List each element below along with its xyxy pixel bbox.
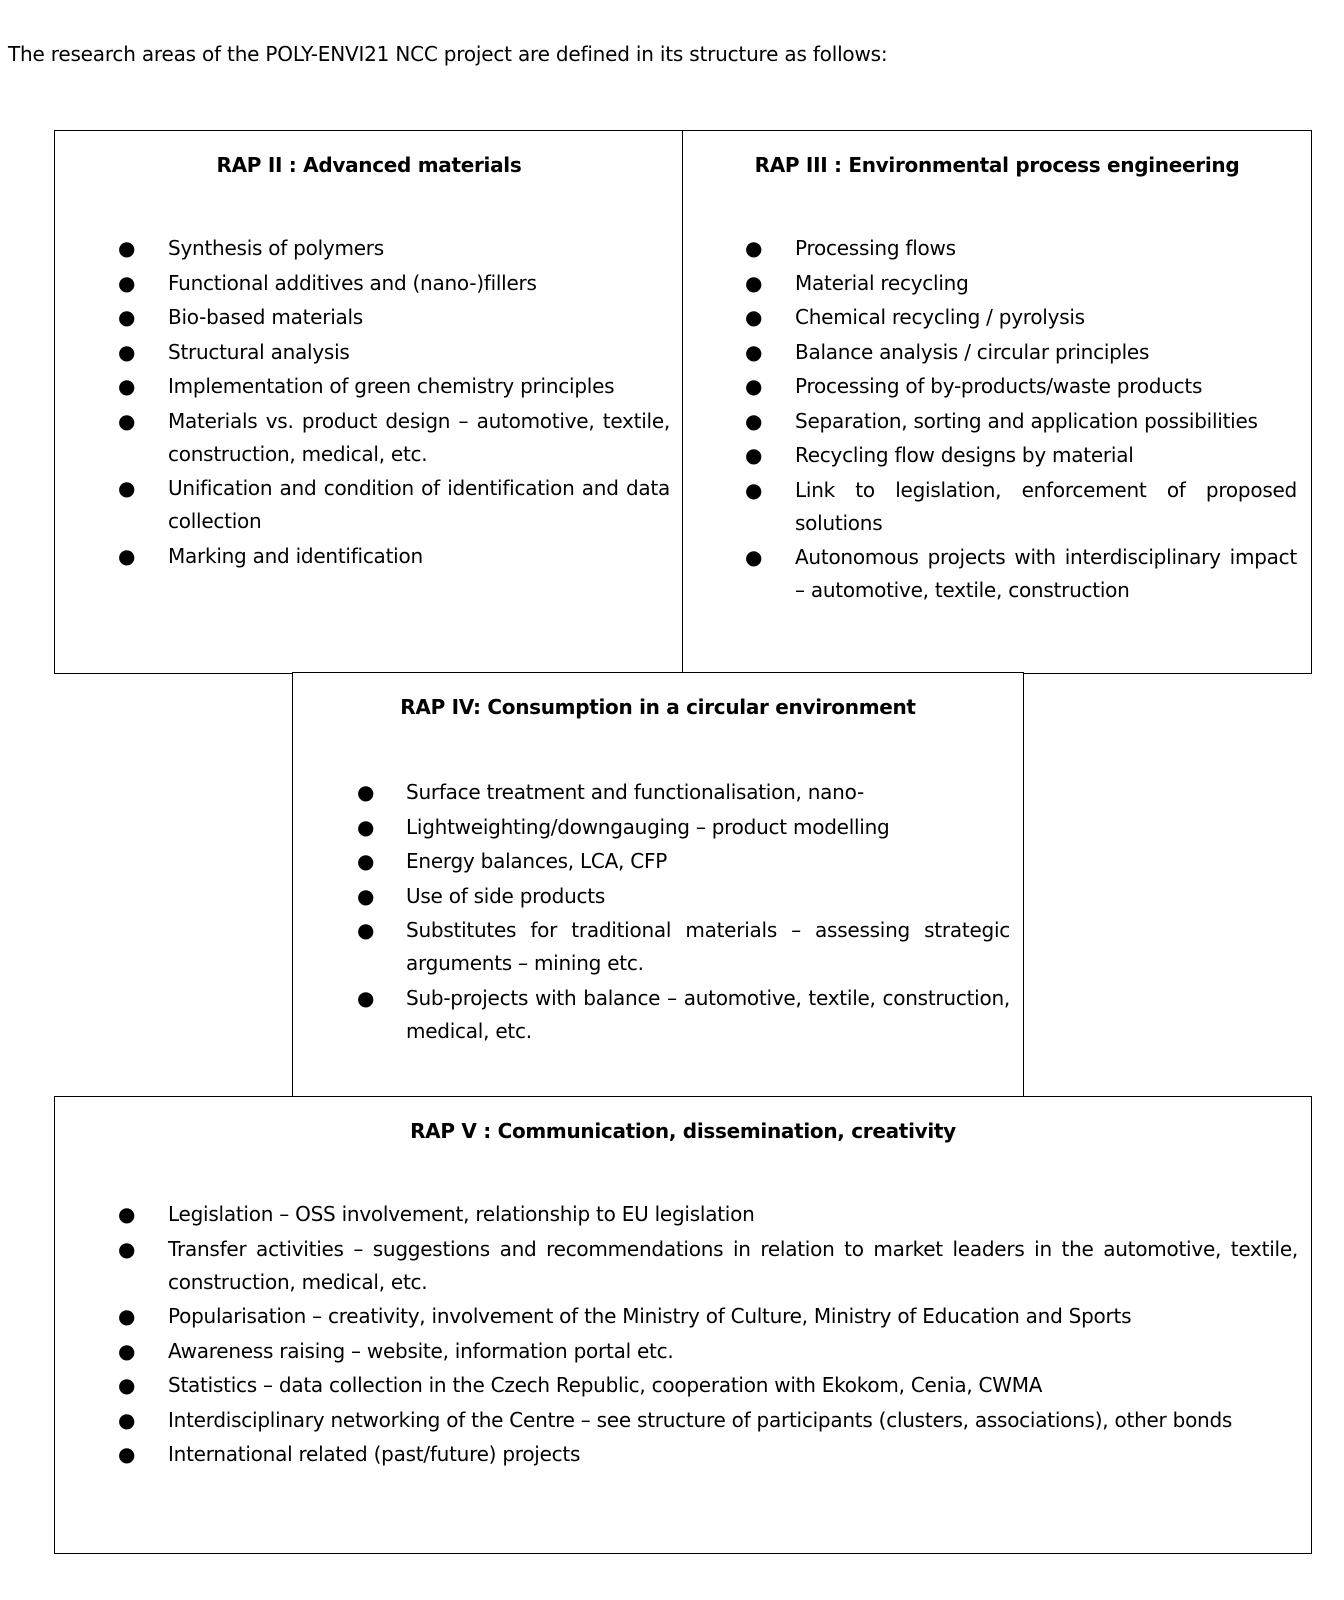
bullet-icon: ●: [745, 408, 763, 433]
bullet-icon: ●: [118, 305, 136, 329]
bullet-icon: ●: [118, 1304, 136, 1328]
list-item: [745, 267, 1297, 300]
bullet-icon: ●: [745, 477, 763, 502]
list-item-text: Transfer activities – suggestions and recommendations in relation to market leaders in the automotive, textile, construction, medical, etc.: [168, 1236, 1298, 1294]
list-item: [118, 1404, 1298, 1437]
list-item-text: Legislation – OSS involvement, relationship to EU legislation: [168, 1202, 755, 1226]
list-item-text: Processing of by-products/waste products: [795, 374, 1203, 398]
list-item: [118, 1369, 1298, 1402]
list-item-text: Separation, sorting and application possibilities: [795, 408, 1258, 433]
rap5-title: RAP V : Communication, dissemination, creativity: [410, 1119, 956, 1143]
list-item-text: Processing flows: [795, 236, 956, 260]
list-item: [118, 405, 670, 471]
rap3-title: RAP III : Environmental process engineering: [754, 153, 1240, 177]
list-item: [118, 1438, 1298, 1471]
list-item: [357, 914, 1010, 980]
rap4-box: [292, 672, 1024, 1098]
list-item-text: Energy balances, LCA, CFP: [406, 849, 668, 873]
intro-text: The research areas of the POLY-ENVI21 NCC project are defined in its structure as follows:: [8, 42, 888, 66]
bullet-icon: ●: [745, 374, 763, 398]
list-item: [118, 267, 670, 300]
list-item-text: Balance analysis / circular principles: [795, 339, 1150, 364]
list-item: [357, 811, 1010, 844]
list-item: [357, 845, 1010, 878]
list-item: [745, 474, 1297, 540]
bullet-icon: ●: [118, 408, 136, 433]
bullet-icon: ●: [118, 1236, 136, 1261]
bullet-icon: ●: [357, 780, 375, 804]
list-item: [118, 540, 670, 573]
list-item: [118, 370, 670, 403]
bullet-icon: ●: [745, 305, 763, 329]
list-item: [745, 405, 1297, 438]
bullet-icon: ●: [745, 270, 763, 295]
list-item: [118, 336, 670, 369]
list-item: [745, 336, 1297, 369]
list-item: [118, 1198, 1298, 1231]
list-item-text: Popularisation – creativity, involvement of the Ministry of Culture, Ministry of Education and Sports: [168, 1304, 1132, 1328]
list-item: [118, 472, 670, 538]
list-item-text: Materials vs. product design – automotive, textile, construction, medical, etc.: [168, 408, 670, 466]
list-item-text: Link to legislation, enforcement of proposed solutions: [795, 477, 1297, 535]
list-item: [745, 232, 1297, 265]
list-item: [118, 301, 670, 334]
list-item-text: Surface treatment and functionalisation, nano-: [406, 780, 864, 804]
list-item: [357, 776, 1010, 809]
list-item: [118, 1300, 1298, 1333]
bullet-icon: ●: [118, 270, 136, 295]
bullet-icon: ●: [357, 883, 375, 908]
bullet-icon: ●: [745, 339, 763, 364]
list-item-text: Substitutes for traditional materials – assessing strategic arguments – mining etc.: [406, 918, 1010, 975]
bullet-icon: ●: [357, 849, 375, 873]
list-item-text: Structural analysis: [168, 339, 350, 364]
list-item-text: Awareness raising – website, information portal etc.: [168, 1338, 674, 1363]
list-item-text: Material recycling: [795, 270, 969, 295]
list-item: [118, 232, 670, 265]
list-item: [357, 982, 1010, 1048]
bullet-icon: ●: [745, 443, 763, 467]
bullet-icon: ●: [745, 236, 763, 260]
bullet-icon: ●: [118, 1202, 136, 1226]
rap2-list: [118, 232, 670, 574]
rap5-box: [54, 1096, 1312, 1554]
list-item-text: Lightweighting/downgauging – product modelling: [406, 814, 890, 839]
rap4-list: [357, 776, 1010, 1049]
bullet-icon: ●: [357, 918, 375, 942]
bullet-icon: ●: [118, 236, 136, 260]
bullet-icon: ●: [118, 1373, 136, 1397]
list-item-text: International related (past/future) projects: [168, 1442, 581, 1466]
list-item-text: Implementation of green chemistry principles: [168, 374, 615, 398]
bullet-icon: ●: [118, 339, 136, 364]
bullet-icon: ●: [118, 1407, 136, 1432]
bullet-icon: ●: [118, 374, 136, 398]
bullet-icon: ●: [118, 1442, 136, 1466]
list-item-text: Marking and identification: [168, 543, 423, 568]
rap3-box: [682, 130, 1312, 674]
list-item-text: Sub-projects with balance – automotive, textile, construction, medical, etc.: [406, 985, 1010, 1043]
rap2-title: RAP II : Advanced materials: [216, 153, 522, 177]
list-item-text: Synthesis of polymers: [168, 236, 384, 260]
list-item-text: Chemical recycling / pyrolysis: [795, 305, 1085, 329]
list-item: [745, 541, 1297, 607]
list-item-text: Bio-based materials: [168, 305, 363, 329]
list-item-text: Recycling flow designs by material: [795, 443, 1134, 467]
rap2-box: [54, 130, 684, 674]
bullet-icon: ●: [745, 545, 763, 569]
list-item-text: Autonomous projects with interdisciplinary impact – automotive, textile, construction: [795, 545, 1297, 602]
list-item-text: Statistics – data collection in the Czech Republic, cooperation with Ekokom, Cenia, CWMA: [168, 1373, 1043, 1397]
list-item-text: Use of side products: [406, 883, 606, 908]
list-item: [357, 880, 1010, 913]
bullet-icon: ●: [357, 985, 375, 1010]
list-item: [745, 301, 1297, 334]
rap3-list: [745, 232, 1297, 609]
bullet-icon: ●: [357, 814, 375, 839]
rap4-title: RAP IV: Consumption in a circular environment: [400, 695, 916, 719]
bullet-icon: ●: [118, 1338, 136, 1363]
list-item-text: Unification and condition of identification and data collection: [168, 476, 670, 533]
list-item-text: Interdisciplinary networking of the Centre – see structure of participants (clusters, associations), other bonds: [168, 1407, 1233, 1432]
list-item: [118, 1335, 1298, 1368]
list-item: [118, 1233, 1298, 1299]
bullet-icon: ●: [118, 476, 136, 500]
bullet-icon: ●: [118, 543, 136, 568]
list-item-text: Functional additives and (nano-)fillers: [168, 270, 537, 295]
rap5-list: [118, 1198, 1298, 1473]
list-item: [745, 439, 1297, 472]
list-item: [745, 370, 1297, 403]
